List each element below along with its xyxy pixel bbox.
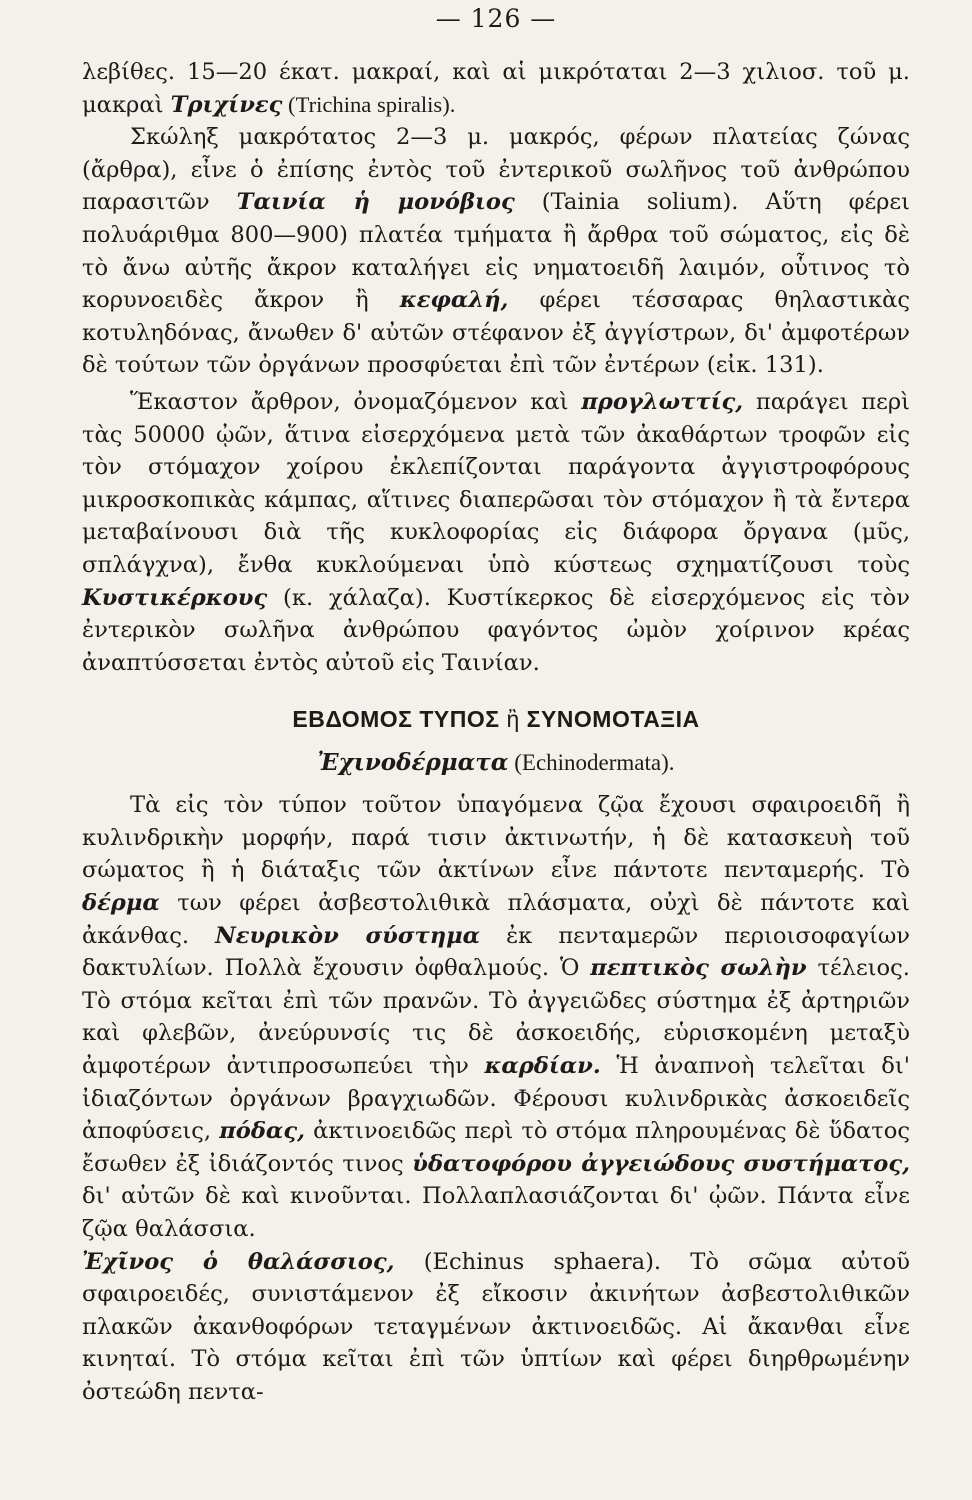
text-run: τέλειος. Τὸ στόμα κεῖται ἐπὶ τῶν πρανῶν. Τὸ ἀγγειῶδες σύστημα ἐξ ἀρτηριῶν καὶ φλεβῶν, ἀνεύρυνσίς τις δὲ ἀσκοειδής, εὑρισκομένη μεταξὺ ἀμφοτέρων ἀντιπροσωπεύει τὴν (82, 955, 910, 1080)
text-run: Ἡ ἀναπνοὴ τελεῖται δι' ἰδιαζόντων ὀργάνων βραγχιωδῶν. Φέρουσι κυλινδρικὰς ἀσκοειδεῖς ἀποφύσεις, (82, 1053, 910, 1145)
term-derma: δέρμα (82, 890, 160, 917)
term-peptikos-solin: πεπτικὸς σωλὴν (590, 955, 807, 982)
section-title-b: ΣΥΝΟΜΟΤΑΞΙΑ (526, 706, 700, 733)
subsection-latin: (Echinodermata). (508, 750, 675, 776)
text-run: ἐκ πενταμερῶν περιοισοφαγίων δακτυλίων. Πολλὰ ἔχουσιν ὀφθαλμούς. Ὁ (82, 922, 910, 982)
section-heading (82, 699, 910, 739)
section-conjunction: ἢ (499, 706, 527, 733)
page-number: — 126 — (435, 4, 557, 33)
text-run: (Tainia solium). Αὕτη φέρει πολυάριθμα 800—900) πλατέα τμήματα ἢ ἄρθρα τοῦ σώματος, εἰς δὲ τὸ ἄνω αὐτῆς ἄκρον καταλήγει εἰς νηματοειδῆ λαιμόν, οὗτινος τὸ κορυνοειδὲς ἄκρον ἢ (82, 189, 911, 314)
term-nevriko-systima: Νευρικὸν σύστημα (215, 922, 481, 949)
text-run: λεβίθες. 15—20 έκατ. μακραί, καὶ αἱ μικρόταται 2—3 χιλιοσ. τοῦ μ. μακραὶ (82, 59, 910, 118)
term-kystikerkous: Κυστικέρκους (82, 584, 268, 611)
term-ydatoforou-systimatos: ὑδατοφόρου ἀγγειώδους συστήματος, (412, 1150, 910, 1177)
term-taenia-solium: Ταινία ἡ μονόβιος (236, 189, 515, 216)
term-podas: πόδας, (219, 1118, 305, 1145)
term-proglottis: προγλωττίς, (581, 388, 744, 415)
text-block-top (82, 56, 910, 679)
paragraph-proglottis (82, 386, 910, 679)
subsection-greek: Ἐχινοδέρματα (317, 749, 509, 777)
term-kardian: καρδίαν. (484, 1053, 601, 1080)
term-kefali: κεφαλή, (399, 287, 509, 314)
text-run: (Echinus sphaera). Τὸ σῶμα αὐτοῦ σφαιροειδές, συνιστάμενον ἐξ εἴκοσιν ἀκινήτων ἀσβεστολιθικῶν πλακῶν ἀκανθοφόρων τεταγμένων ἀκτινοειδῶς. Αἱ ἄκανθαι εἶνε κινηταί. Τὸ στόμα κεῖται ἐπὶ τῶν ὑπτίων καὶ φέρει διηρθρωμένην ὀστεώδη πεντα- (82, 1248, 910, 1405)
text-run: (Trichina spiralis). (282, 91, 456, 117)
text-run: φέρει τέσσαρας θηλαστικὰς κοτυληδόνας, ἄνωθεν δ' αὐτῶν στέφανον ἐξ ἀγγίστρων, δι' ἀμφοτέρων δὲ τούτων τῶν ὀργάνων προσφύεται ἐπὶ τῶν ἐντέρων (εἰκ. 131). (82, 287, 911, 379)
paragraph-echinodermata (82, 789, 910, 1245)
text-run: (κ. χάλαζα). Κυστίκερκος δὲ εἰσερχόμενος εἰς τὸν ἐντερικὸν σωλῆνα ἀνθρώπου φαγόντος ὠμὸν χοίρινον κρέας ἀναπτύσσεται ἐντὸς αὐτοῦ εἰς Ταινίαν. (82, 584, 910, 676)
subsection-heading (82, 739, 910, 789)
text-run: Τὰ εἰς τὸν τύπον τοῦτον ὑπαγόμενα ζῷα ἔχουσι σφαιροειδῆ ἢ κυλινδρικὴν μορφήν, παρά τισιν ἀκτινωτήν, ἡ δὲ κατασκευὴ τοῦ σώματος ἢ ἡ διάταξις τῶν ἀκτίνων εἶνε πάντοτε πενταμερής. Τὸ (82, 792, 910, 884)
text-run: ἀκτινοειδῶς περὶ τὸ στόμα πληρουμένας δὲ ὕδατος ἔσωθεν ἐξ ἰδιάζοντός τινος (82, 1118, 910, 1177)
paragraph-taenia (82, 121, 910, 382)
text-block-bottom (82, 789, 910, 1408)
term-echinos: Ἐχῖνος ὁ θαλάσσιος, (82, 1248, 395, 1275)
text-run: των φέρει ἀσβεστολιθικὰ πλάσματα, οὐχὶ δὲ πάντοτε καὶ ἀκάνθας. (82, 890, 910, 949)
paragraph-echinus (82, 1246, 910, 1409)
text-run: Σκώληξ μακρότατος 2—3 μ. μακρός, φέρων πλατείας ζώνας (ἄρθρα), εἶνε ὁ ἐπίσης ἐντὸς τοῦ ἐντερικοῦ σωλῆνος τοῦ ἀνθρώπου παρασιτῶν (82, 124, 910, 216)
section-title-a: ΕΒΔΟΜΟΣ ΤΥΠΟΣ (292, 706, 500, 733)
text-run: Ἕκαστον ἄρθρον, ὀνομαζόμενον καὶ (130, 388, 582, 415)
text-run: δι' αὐτῶν δὲ καὶ κινοῦνται. Πολλαπλασιάζονται δι' ᾠῶν. Πάντα εἶνε ζῷα θαλάσσια. (82, 1183, 910, 1242)
paragraph-trichina (82, 56, 910, 121)
term-trichines: Τριχίνες (170, 91, 283, 118)
text-run: παράγει περὶ τὰς 50000 ᾠῶν, ἅτινα εἰσερχόμενα μετὰ τῶν ἀκαθάρτων τροφῶν εἰς τὸν στόμαχον χοίρου ἐκλεπίζονται παράγοντα ἀγγιστροφόρους μικροσκοπικὰς κάμπας, αἵτινες διαπερῶσαι τὸν στόμαχον ἢ τὰ ἔντερα μεταβαίνουσι διὰ τῆς κυκλοφορίας εἰς διάφορα ὄργανα (μῦς, σπλάγχνα), ἔνθα κυκλούμεναι ὑπὸ κύστεως σχηματίζουσι τοὺς (82, 388, 910, 578)
